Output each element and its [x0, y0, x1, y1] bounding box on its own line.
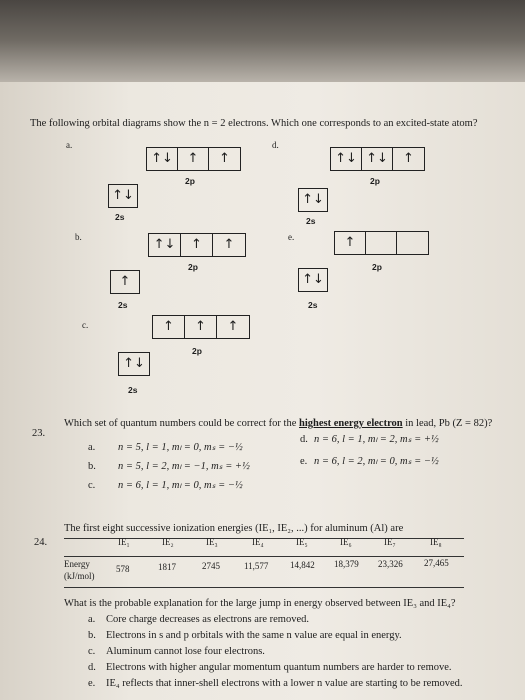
option-text: Electrons with higher angular momentum quantum numbers are harder to remove. — [106, 662, 452, 673]
orbital-cell: ↑ — [335, 232, 366, 254]
option-text: n = 5, l = 1, mₗ = 0, mₛ = −½ — [118, 442, 243, 453]
table-header: IE₄ — [252, 537, 264, 547]
option-text: n = 6, l = 1, mₗ = 2, mₛ = +½ — [314, 434, 439, 445]
orbital-label: 2p — [372, 262, 382, 272]
table-cell: 18,379 — [334, 559, 359, 569]
orbital-label: 2p — [192, 346, 202, 356]
orbital-box-2s — [298, 188, 328, 212]
option-text: Electrons in s and p orbitals with the same n value are equal in energy. — [106, 630, 402, 641]
orbital-cell: ↑↓ — [302, 192, 324, 207]
q23-prompt — [64, 418, 492, 429]
orbital-cell: ↑ — [227, 319, 239, 334]
option-letter: d. — [272, 140, 279, 150]
table-cell: 2745 — [202, 561, 220, 571]
q22-prompt: The following orbital diagrams show the n = 2 electrons. Which one corresponds to an excited-state atom? — [30, 118, 478, 129]
orbital-cell: ↑↓ — [147, 148, 178, 170]
orbital-cell — [366, 232, 397, 254]
q24-option — [88, 646, 265, 657]
q23-prompt-start: Which set of quantum numbers could be correct for the — [64, 418, 297, 429]
option-text: n = 6, l = 1, mₗ = 0, mₛ = −½ — [118, 480, 243, 491]
option-letter: c. — [88, 646, 96, 657]
q24-prompt: The first eight successive ionization energies (IE₁, IE₂, ...) for aluminum (Al) are — [64, 523, 404, 534]
orbital-label: 2s — [306, 216, 316, 226]
orbital-cell: ↑ — [403, 151, 414, 166]
orbital-cell: ↑↓ — [362, 148, 393, 170]
table-rule-bottom — [64, 587, 464, 588]
option-letter: c. — [82, 320, 89, 330]
table-cell: 578 — [116, 564, 130, 574]
q23-option — [88, 460, 250, 472]
orbital-cell: ↑ — [119, 274, 131, 289]
option-letter: a. — [66, 140, 73, 150]
orbital-label: 2p — [185, 176, 195, 186]
orbital-label: 2s — [118, 300, 128, 310]
option-letter: e. — [288, 232, 295, 242]
table-cell: 1817 — [158, 562, 176, 572]
table-cell: 23,326 — [378, 559, 403, 569]
orbital-label: 2s — [128, 385, 138, 395]
table-header: IE₇ — [384, 537, 396, 547]
table-rule-mid — [64, 556, 464, 557]
orbital-cell: ↑ — [223, 237, 235, 252]
orbital-label: 2p — [370, 176, 380, 186]
orbital-cell: ↑ — [181, 234, 213, 256]
orbital-box-2p — [152, 315, 250, 339]
table-cell: 27,465 — [424, 558, 449, 568]
option-text: Aluminum cannot lose four electrons. — [106, 646, 265, 657]
table-header: IE₆ — [340, 537, 352, 547]
table-header: IE₅ — [296, 537, 308, 547]
option-letter: d. — [300, 434, 308, 445]
option-letter: e. — [88, 678, 96, 689]
orbital-box-2p — [146, 147, 241, 171]
orbital-cell: ↑ — [178, 148, 209, 170]
orbital-cell: ↑ — [219, 151, 230, 166]
orbital-box-2s — [118, 352, 150, 376]
q23-option — [300, 433, 439, 445]
orbital-label: 2s — [308, 300, 318, 310]
option-letter: b. — [88, 461, 96, 472]
option-letter: a. — [88, 442, 96, 453]
orbital-box-2s — [298, 268, 328, 292]
q24-number: 24. — [34, 537, 48, 548]
orbital-cell: ↑↓ — [149, 234, 181, 256]
option-text: n = 6, l = 2, mₗ = 0, mₛ = −½ — [314, 456, 439, 467]
orbital-cell: ↑↓ — [112, 188, 134, 203]
option-text: Core charge decreases as electrons are removed. — [106, 614, 309, 625]
q23-prompt-emphasis: highest energy electron — [299, 418, 403, 429]
orbital-box-2p — [334, 231, 429, 255]
option-letter: b. — [88, 630, 96, 641]
orbital-label: 2s — [115, 212, 125, 222]
table-cell: 14,842 — [290, 560, 315, 570]
table-header: IE₈ — [430, 537, 442, 547]
q23-option — [88, 441, 243, 453]
option-letter: e. — [300, 456, 308, 467]
orbital-box-2s — [108, 184, 138, 208]
orbital-label: 2p — [188, 262, 198, 272]
table-header: IE₃ — [206, 537, 218, 547]
q23-option — [300, 455, 439, 467]
orbital-cell — [397, 232, 428, 254]
q24-option — [88, 630, 402, 641]
q24-option — [88, 614, 309, 625]
orbital-box-2s — [110, 270, 140, 294]
option-text: n = 5, l = 2, mₗ = −1, mₛ = +½ — [118, 461, 250, 472]
option-text: IE₄ reflects that inner-shell electrons with a lower n value are starting to be removed. — [106, 678, 463, 689]
row-label: (kJ/mol) — [64, 571, 95, 581]
q23-option — [88, 479, 243, 491]
table-header: IE₂ — [162, 537, 174, 547]
q24-question: What is the probable explanation for the large jump in energy observed between IE₃ and IE₄? — [64, 598, 456, 609]
option-letter: b. — [75, 232, 82, 242]
orbital-cell: ↑ — [153, 316, 185, 338]
option-letter: c. — [88, 480, 96, 491]
orbital-cell: ↑↓ — [331, 148, 362, 170]
q23-prompt-end: in lead, Pb (Z = 82)? — [405, 418, 493, 429]
orbital-cell: ↑↓ — [123, 356, 145, 371]
orbital-cell: ↑ — [185, 316, 217, 338]
orbital-cell: ↑↓ — [302, 272, 324, 287]
q23-number: 23. — [32, 428, 46, 439]
q24-option — [88, 662, 452, 673]
orbital-box-2p — [148, 233, 246, 257]
table-cell: 11,577 — [244, 561, 269, 571]
row-label: Energy — [64, 559, 90, 569]
ionization-table — [64, 537, 464, 597]
orbital-box-2p — [330, 147, 425, 171]
option-letter: a. — [88, 614, 96, 625]
table-header: IE₁ — [118, 537, 130, 547]
q24-option — [88, 678, 463, 689]
option-letter: d. — [88, 662, 96, 673]
